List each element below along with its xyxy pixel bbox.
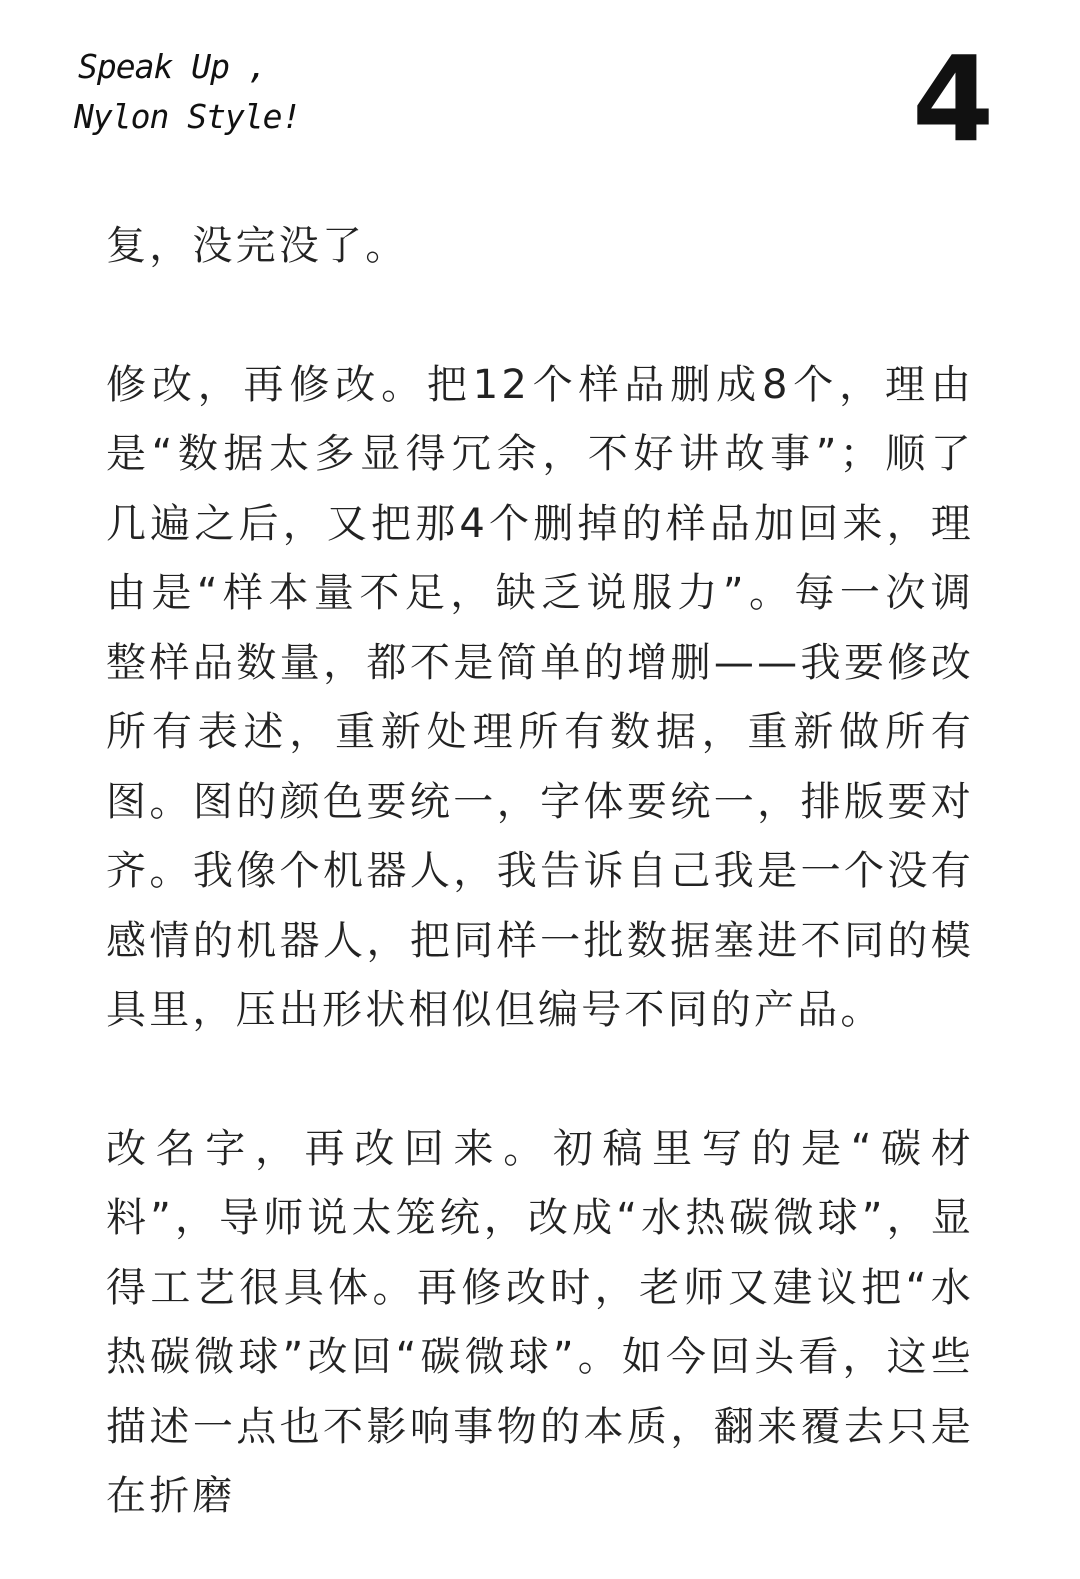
page-number-text: 4 [912,30,995,158]
page-number [900,28,1010,158]
logo-line-1: Speak Up , [78,47,267,86]
page-number-glyph [900,28,1010,158]
logo-lettering [72,40,342,160]
article-body [106,212,974,1532]
logo-line-2: Nylon Style! [74,97,301,136]
page-header [0,0,1080,170]
article-paragraph: 改名字，再改回来。初稿里写的是“碳材料”，导师说太笼统，改成“水热碳微球”，显得工艺很具体。再修改时，老师又建议把“水热碳微球”改回“碳微球”。如今回头看，这些描述一点也不影响事物的本质，翻来覆去只是在折磨 [106,1125,974,1519]
article-paragraph: 修改，再修改。把12个样品删成8个，理由是“数据太多显得冗余，不好讲故事”；顺了几遍之后，又把那4个删掉的样品加回来，理由是“样本量不足，缺乏说服力”。每一次调整样品数量，都不是简单的增删——我要修改所有表述，重新处理所有数据，重新做所有图。图的颜色要统一，字体要统一，排版要对齐。我像个机器人，我告诉自己我是一个没有感情的机器人，把同样一批数据塞进不同的模具里，压出形状相似但编号不同的产品。 [106,361,974,1033]
speak-up-nylon-style-logo [72,40,342,160]
article-paragraph: 复，没完没了。 [106,223,409,269]
